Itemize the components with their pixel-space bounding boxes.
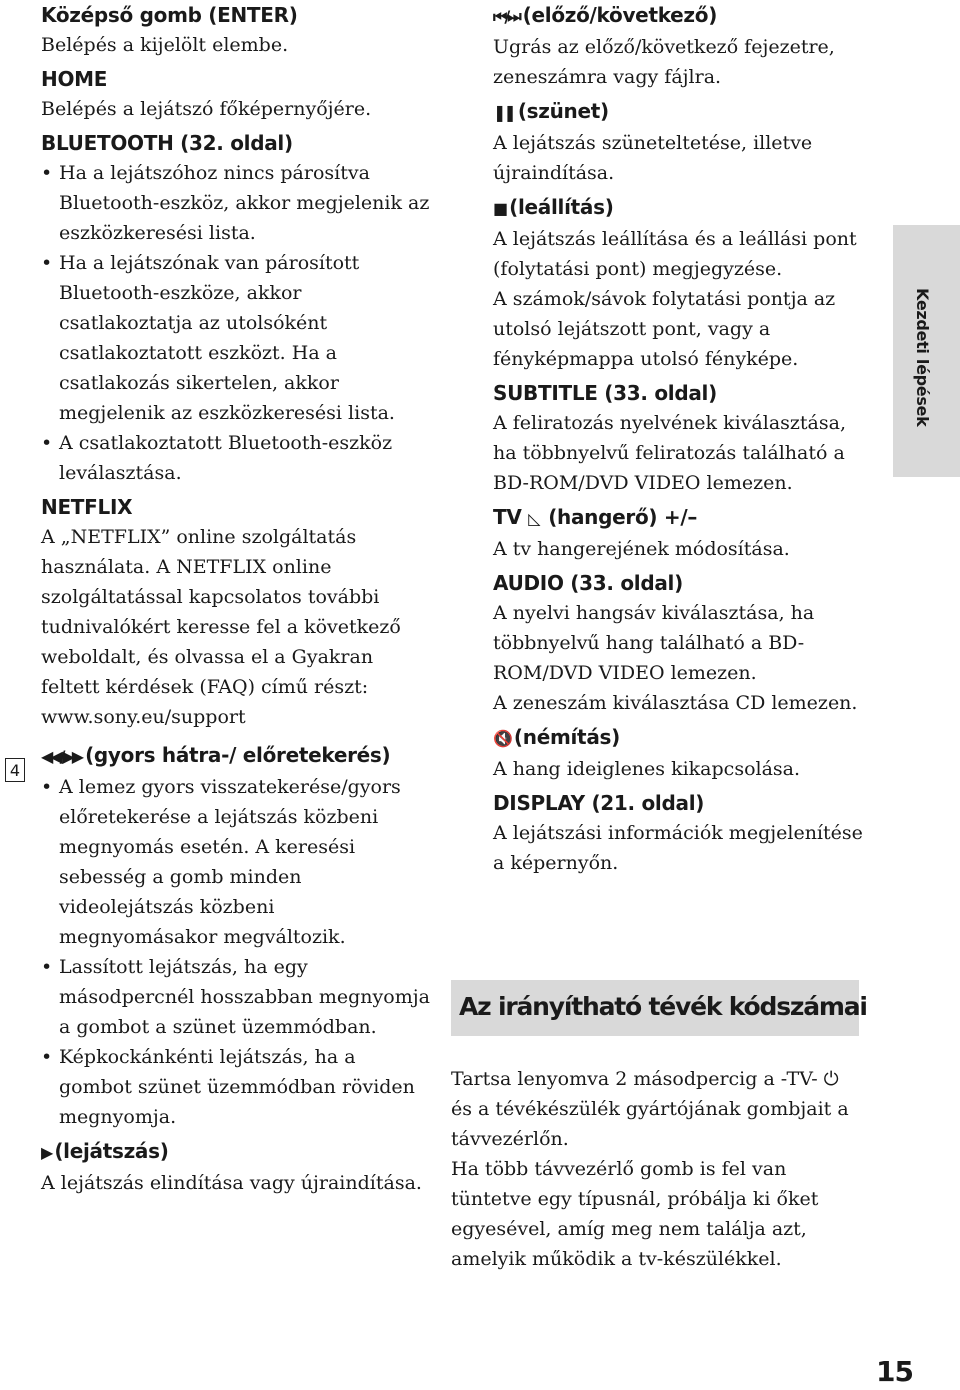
prevnext-heading <box>493 0 873 32</box>
stop-desc: A lejátszás leállítása és a leállási pont (folytatási pont) megjegyzése. <box>493 228 857 280</box>
list-item: • Képkockánkénti lejátszás, ha a gombot szünet üzemmódban röviden megnyomja. <box>41 1042 431 1132</box>
center-button-heading: Középső gomb (ENTER) <box>41 3 298 27</box>
section-heading: Az irányítható tévék kódszámai <box>459 992 867 1021</box>
display-desc: A lejátszási információk megjelenítése a képernyőn. <box>493 822 863 874</box>
list-item: • Ha a lejátszónak van párosított Bluetooth-eszköze, akkor csatlakoztatja az utolsóként csatlakoztatott eszközt. Ha a csatlakozás sikertelen, akkor megjelenik az eszközkeresési lista. <box>41 248 431 428</box>
audio-desc: A nyelvi hangsáv kiválasztása, ha többnyelvű hang található a BD-ROM/DVD VIDEO lemezen. <box>493 602 815 684</box>
bluetooth-list <box>41 158 431 488</box>
list-item: • Ha a lejátszóhoz nincs párosítva Bluetooth-eszköz, akkor megjelenik az eszközkeresési lista. <box>41 158 431 248</box>
scan-list <box>41 772 431 1132</box>
list-item: • A lemez gyors visszatekerése/gyors előretekerése a lejátszás közbeni megnyomás esetén. A keresési sebesség a gomb minden videolejátszás közbeni megnyomásakor megváltozik. <box>41 772 431 952</box>
tv-label: TV <box>493 505 522 529</box>
play-title: (lejátszás) <box>54 1139 169 1163</box>
left-column <box>41 0 431 1198</box>
tv-volume-title: (hangerő) +/– <box>548 505 698 529</box>
tv-codes-paragraph-1 <box>451 1064 861 1154</box>
subtitle-desc: A feliratozás nyelvének kiválasztása, ha többnyelvű feliratozás található a BD-ROM/DVD VIDEO lemezen. <box>493 412 847 494</box>
page-number: 15 <box>876 1355 913 1388</box>
pause-desc: A lejátszás szüneteltetése, illetve újraindítása. <box>493 132 813 184</box>
scan-title: (gyors hátra-/ előretekerés) <box>85 743 391 767</box>
home-heading: HOME <box>41 67 108 91</box>
pause-title: (szünet) <box>517 99 609 123</box>
center-button-desc: Belépés a kijelölt elembe. <box>41 34 289 56</box>
mute-desc: A hang ideiglenes kikapcsolása. <box>493 758 801 780</box>
audio-heading: AUDIO (33. oldal) <box>493 571 683 595</box>
stop-desc-2: A számok/sávok folytatási pontja az utolsó lejátszott pont, vagy a fényképmappa utolsó fényképe. <box>493 288 836 370</box>
pause-heading <box>493 96 873 128</box>
list-item: • Lassított lejátszás, ha egy másodpercnél hosszabban megnyomja a gombot a szünet üzemmódban. <box>41 952 431 1042</box>
stop-icon: ■ <box>493 199 506 218</box>
mute-title: (némítás) <box>513 725 620 749</box>
mute-icon: 🔇 <box>493 729 510 748</box>
stop-heading <box>493 192 873 224</box>
play-heading <box>41 1136 431 1168</box>
rewind-forward-icon: ◀◀/▶▶ <box>41 747 82 766</box>
mute-heading <box>493 722 873 754</box>
pause-icon: ❚❚ <box>493 103 514 122</box>
tv-codes-paragraph-2: Ha több távvezérlő gomb is fel van tüntetve egy típusnál, próbálja ki őket egyesével, amíg meg nem találja azt, amelyik működik a tv-készülékkel. <box>451 1158 819 1270</box>
right-column <box>493 0 873 878</box>
prevnext-desc: Ugrás az előző/következő fejezetre, zeneszámra vagy fájlra. <box>493 36 835 88</box>
subtitle-heading: SUBTITLE (33. oldal) <box>493 381 717 405</box>
netflix-desc: A „NETFLIX” online szolgáltatás használata. A NETFLIX online szolgáltatással kapcsolatos további tudnivalókért keresse fel a következő weboldalt, és olvassa el a Gyakran feltett kérdések (FAQ) című részt: www.sony.eu/support <box>41 526 401 728</box>
play-desc: A lejátszás elindítása vagy újraindítása. <box>41 1172 422 1194</box>
stop-title: (leállítás) <box>509 195 614 219</box>
bluetooth-heading: BLUETOOTH (32. oldal) <box>41 131 293 155</box>
side-tab <box>893 225 960 477</box>
display-heading: DISPLAY (21. oldal) <box>493 791 705 815</box>
tv-codes-text-b: és a tévékészülék gyártójának gombjait a távvezérlőn. <box>451 1098 849 1150</box>
tv-volume-heading <box>493 502 873 534</box>
prev-next-icon: ⏮/⏭ <box>493 7 519 26</box>
side-tab-label: Kezdeti lépések <box>913 288 932 427</box>
play-icon: ▶ <box>41 1143 51 1162</box>
netflix-heading: NETFLIX <box>41 495 133 519</box>
list-item: • A csatlakoztatott Bluetooth-eszköz leválasztása. <box>41 428 431 488</box>
prevnext-title: (előző/következő) <box>522 3 718 27</box>
tv-codes-text <box>451 1064 861 1274</box>
home-desc: Belépés a lejátszó főképernyőjére. <box>41 98 372 120</box>
tv-volume-desc: A tv hangerejének módosítása. <box>493 538 790 560</box>
audio-desc-2: A zeneszám kiválasztása CD lemezen. <box>493 692 858 714</box>
volume-icon: ◺ <box>528 509 538 528</box>
section-heading-bar <box>451 980 867 1036</box>
tv-codes-text-a: Tartsa lenyomva 2 másodpercig a -TV- <box>451 1068 818 1090</box>
scan-heading <box>41 740 431 772</box>
power-icon: ⏻ <box>823 1068 839 1090</box>
section-number-box: 4 <box>5 758 25 782</box>
